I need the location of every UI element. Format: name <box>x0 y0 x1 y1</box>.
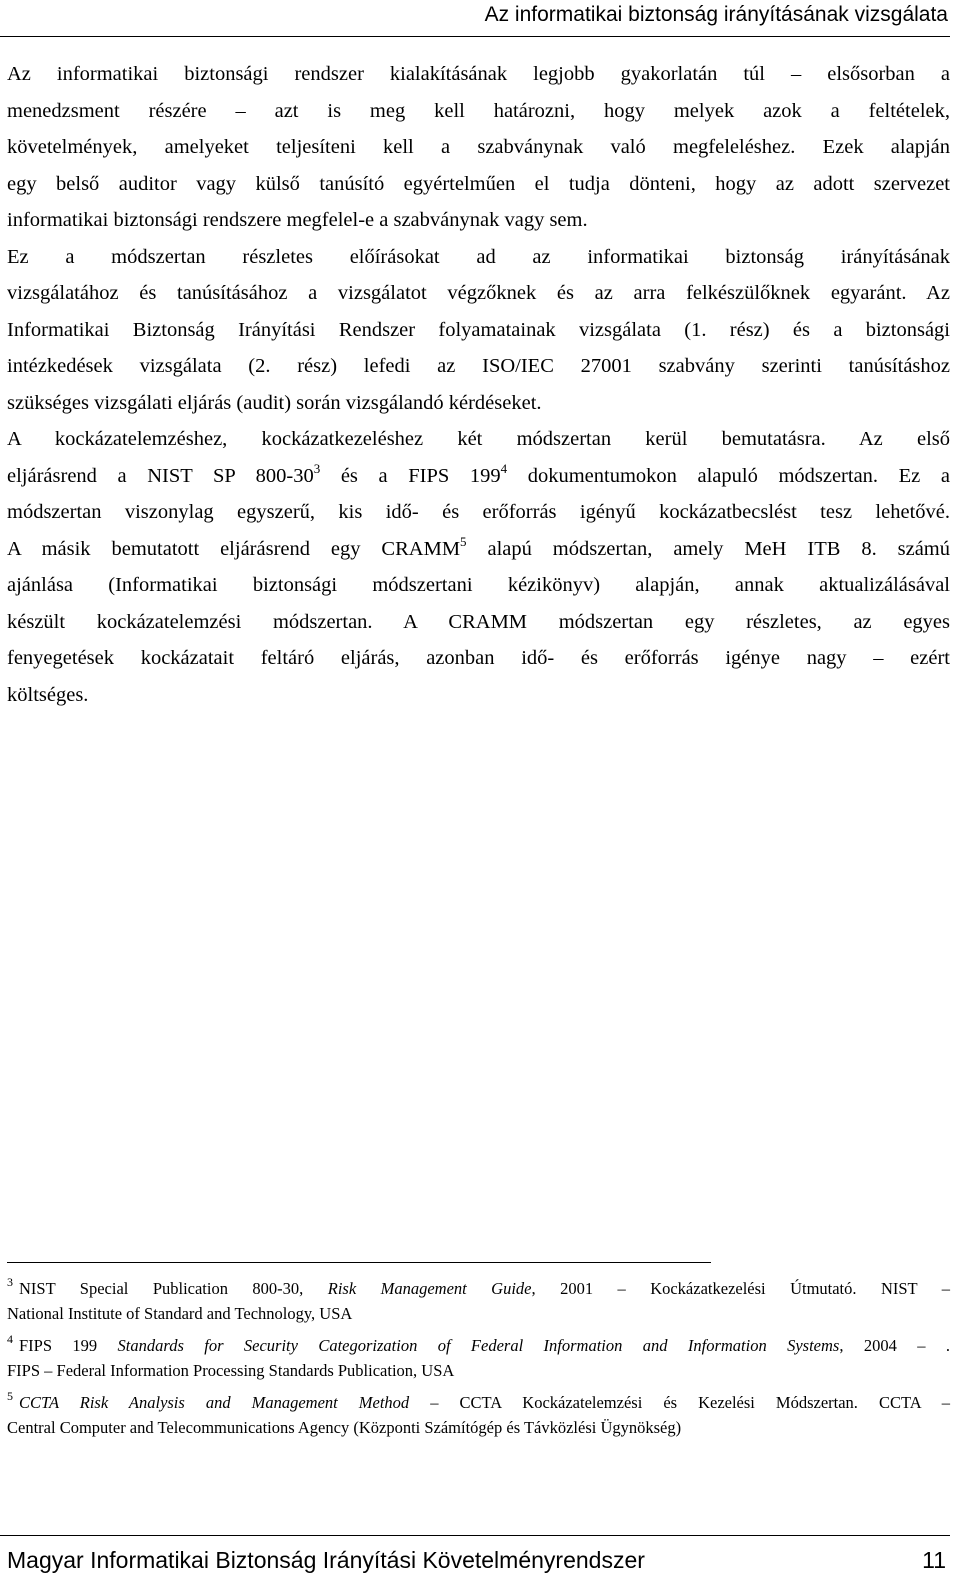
body-line: költséges. <box>7 683 89 706</box>
footnote-text: , 2001 – Kockázatkezelési Útmutató. NIST – <box>531 1279 951 1298</box>
footnote-line: National Institute of Standard and Technology, USA <box>7 1304 353 1323</box>
body-line-text: eljárásrend a NIST SP 800-30 <box>7 464 314 487</box>
footnote-ref: 3 <box>313 460 321 476</box>
footnote-text: NIST Special Publication 800-30, <box>19 1279 328 1298</box>
body-line: fenyegetések kockázatait feltáró eljárás, azonban idő- és erőforrás igénye nagy – ezért <box>7 647 950 669</box>
footnote <box>7 1390 950 1440</box>
running-header-title: Az informatikai biztonság irányításának vizsgálata <box>484 3 948 26</box>
body-line-text: A másik bemutatott eljárásrend egy CRAMM <box>7 537 461 560</box>
footnote <box>7 1276 950 1326</box>
page-footer <box>0 1535 950 1584</box>
footnote-number: 4 <box>7 1332 13 1346</box>
footnote-line <box>7 1276 950 1301</box>
body-line: ajánlása (Informatikai biztonsági módszertani kézikönyv) alapján, annak aktualizálásával <box>7 574 950 596</box>
body-text <box>7 56 950 713</box>
body-line: intézkedések vizsgálata (2. rész) lefedi az ISO/IEC 27001 szabvány szerinti tanúsításhoz <box>7 355 950 377</box>
footnote-number: 3 <box>7 1275 13 1289</box>
body-line: menedzsment részére – azt is meg kell határozni, hogy melyek azok a feltételek, <box>7 99 950 122</box>
body-line: informatikai biztonsági rendszere megfelel-e a szabványnak vagy sem. <box>7 209 588 231</box>
footnote-text: , 2004 – . <box>839 1336 950 1355</box>
body-line: követelmények, amelyeket teljesíteni kell a szabványnak való megfeleléshez. Ezek alapján <box>7 136 950 158</box>
footnote-line <box>7 1390 950 1415</box>
page-number: 11 <box>922 1547 946 1573</box>
footnote-ref: 4 <box>500 460 508 476</box>
body-line: készült kockázatelemzési módszertan. A CRAMM módszertan egy részletes, az egyes <box>7 610 950 633</box>
body-line: A kockázatelemzéshez, kockázatkezeléshez két módszertan kerül bemutatásra. Az első <box>7 428 950 450</box>
footnote-line <box>7 1333 950 1358</box>
footnotes <box>7 1276 950 1447</box>
body-line-nist <box>7 458 950 495</box>
footnote-title: Risk Management Guide <box>327 1279 532 1298</box>
footnote-text: – CCTA Kockázatelemzési és Kezelési Módszertan. CCTA – <box>409 1393 950 1412</box>
footnote-title: Standards for Security Categorization of Federal Information and Information Systems <box>117 1336 840 1355</box>
body-line: módszertan viszonylag egyszerű, kis idő- és erőforrás igényű kockázatbecslést tesz lehetővé. <box>7 501 950 523</box>
footnote <box>7 1333 950 1383</box>
body-line-text: dokumentumokon alapuló módszertan. Ez a <box>507 464 950 487</box>
body-line-text: alapú módszertan, amely MeH ITB 8. számú <box>466 537 950 560</box>
footnote-line: Central Computer and Telecommunications Agency (Központi Számítógép és Távközlési Ügynökség) <box>7 1418 682 1437</box>
body-line-text: és a FIPS 199 <box>320 464 501 487</box>
footnote-text: FIPS 199 <box>19 1336 118 1355</box>
body-line: Ez a módszertan részletes előírásokat ad az informatikai biztonság irányításának <box>7 245 950 268</box>
body-line-cramm <box>7 531 950 568</box>
body-line: Az informatikai biztonsági rendszer kialakításának legjobb gyakorlatán túl – elsősorban a <box>7 63 950 85</box>
footnote-line: FIPS – Federal Information Processing Standards Publication, USA <box>7 1361 455 1380</box>
footnote-separator <box>7 1262 711 1263</box>
page-header <box>0 0 950 37</box>
body-line: egy belső auditor vagy külső tanúsító egyértelműen el tudja dönteni, hogy az adott szervezet <box>7 172 950 195</box>
footnote-ref: 5 <box>460 533 467 549</box>
running-footer-title: Magyar Informatikai Biztonság Irányítási Követelményrendszer <box>7 1547 645 1573</box>
body-line: Informatikai Biztonság Irányítási Rendszer folyamatainak vizsgálata (1. rész) és a biztonsági <box>7 318 950 341</box>
body-line: vizsgálatához és tanúsításához a vizsgálatot végzőknek és az arra felkészülőknek egyaránt. Az <box>7 282 950 304</box>
footnote-title: CCTA Risk Analysis and Management Method <box>19 1393 410 1412</box>
body-line: szükséges vizsgálati eljárás (audit) során vizsgálandó kérdéseket. <box>7 391 542 414</box>
footnote-number: 5 <box>7 1389 13 1403</box>
